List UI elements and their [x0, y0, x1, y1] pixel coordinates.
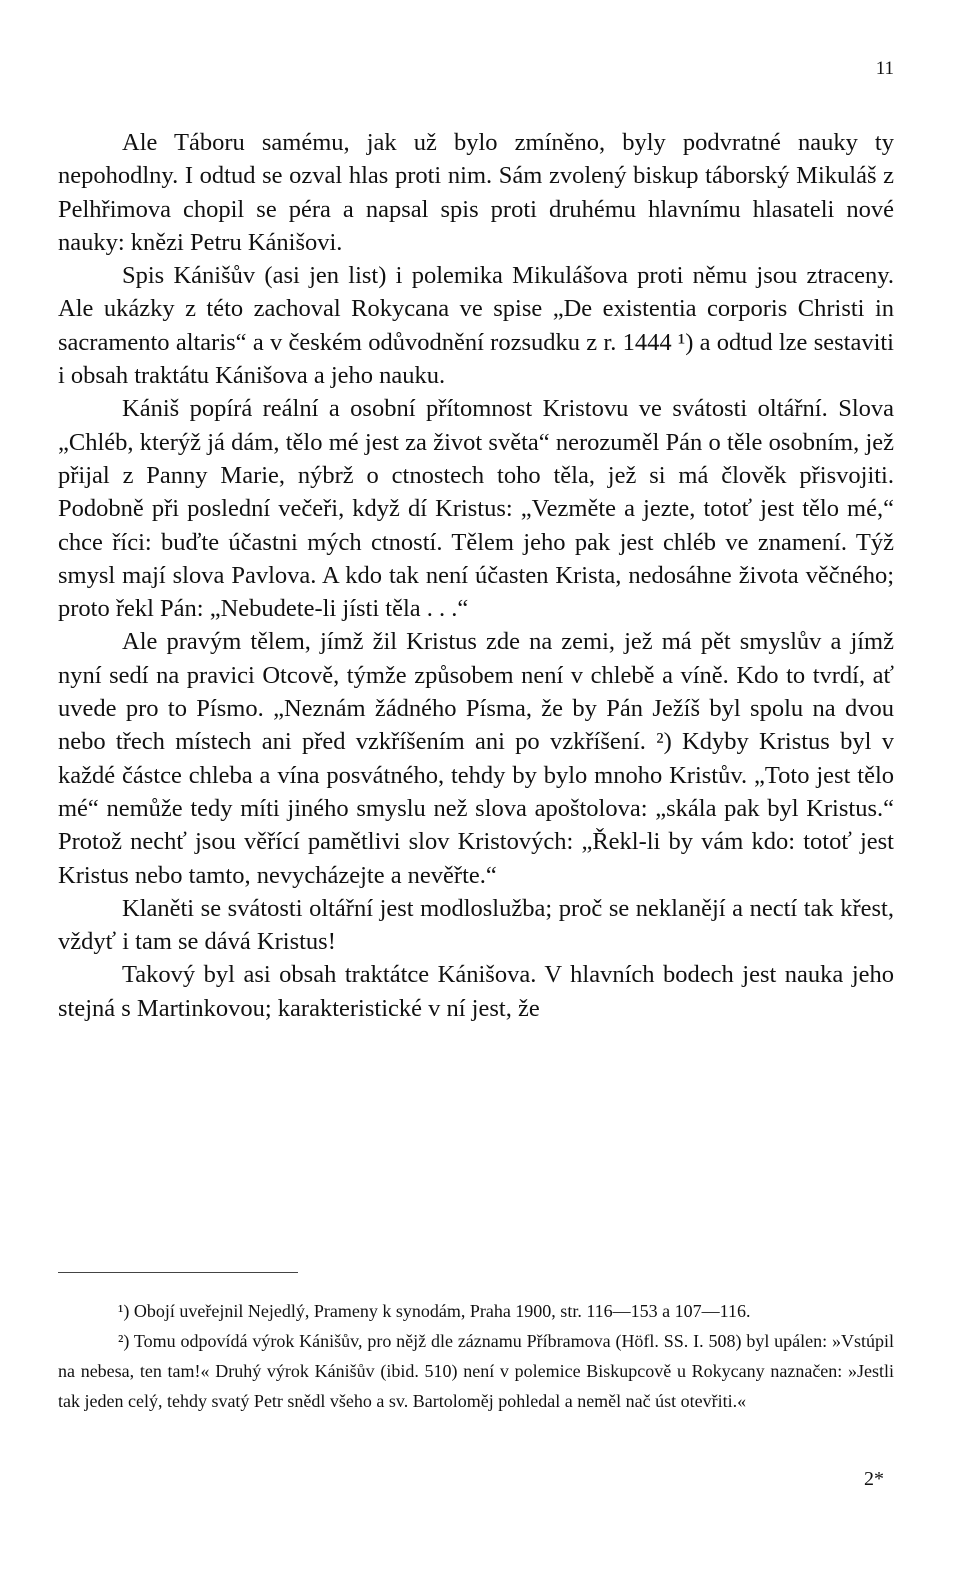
page-number: 11	[875, 58, 894, 79]
paragraph: Ale Táboru samému, jak už bylo zmíněno, byly podvratné nauky ty nepohodlny. I odtud se ozval hlas proti nim. Sám zvolený biskup táborský Mikuláš z Pelhřimova chopil se péra a napsal spis proti druhému hlavnímu hlasateli nové nauky: knězi Petru Kánišovi.	[58, 129, 894, 256]
paragraph: Kániš popírá reální a osobní přítomnost Kristovu ve svátosti oltářní. Slova „Chléb, kterýž já dám, tělo mé jest za život světa“ nerozuměl Pán o těle osobním, jež přijal z Panny Marie, nýbrž o ctnostech toho těla, jež si má člověk přisvojiti. Podobně při poslední večeři, když dí Kristus: „Vezměte a jezte, totoť jest tělo mé,“ chce říci: buďte účastni mých ctností. Tělem jeho pak jest chléb ve znamení. Týž smysl mají slova Pavlova. A kdo tak není účasten Krista, nedosáhne života věčného; proto řekl Pán: „Nebudete-li jísti těla . . .“	[58, 395, 894, 623]
footnote-rule	[58, 1272, 298, 1273]
body-text	[58, 126, 894, 1025]
paragraph: Takový byl asi obsah traktátce Kánišova. V hlavních bodech jest nauka jeho stejná s Martinkovou; karakteristické v ní jest, že	[58, 961, 894, 1022]
footnotes	[58, 1296, 894, 1416]
paragraph: Klaněti se svátosti oltářní jest modloslužba; proč se neklanějí a nectí tak křest, vždyť i tam se dává Kristus!	[58, 894, 894, 956]
footnote: ²) Tomu odpovídá výrok Kánišův, pro nějž dle záznamu Příbramova (Höfl. SS. I. 508) byl upálen: »Vstúpil na nebesa, ten tam!« Druhý výrok Kánišův (ibid. 510) není v polemice Biskupcově u Rokycany naznačen: »Jestli tak jeden celý, tehdy svatý Petr snědl všeho a sv. Bartoloměj pohledal a neměl nač úst otevřiti.«	[58, 1331, 894, 1411]
paragraph: Ale pravým tělem, jímž žil Kristus zde na zemi, jež má pět smyslův a jímž nyní sedí na pravici Otcově, týmže způsobem není v chlebě a víně. Kdo to tvrdí, ať uvede pro to Písmo. „Neznám žádného Písma, že by Pán Ježíš byl spolu na dvou nebo třech místech ani před vzkříšením ani po vzkříšení. ²) Kdyby Kristus byl v každé částce chleba a vína posvátného, tehdy by bylo mnoho Kristův. „Toto jest tělo mé“ nemůže tedy míti jiného smyslu než slova apoštolova: „skála pak byl Kristus.“ Protož nechť jsou věřící pamětlivi slov Kristových: „Řekl-li by vám kdo: totoť jest Kristus nebo tamto, nevycházejte a nevěřte.“	[58, 628, 894, 889]
footnote: ¹) Obojí uveřejnil Nejedlý, Prameny k synodám, Praha 1900, str. 116—153 a 107—116.	[118, 1301, 751, 1321]
printer-signature: 2*	[864, 1468, 884, 1490]
paragraph: Spis Kánišův (asi jen list) i polemika Mikulášova proti němu jsou ztraceny. Ale ukázky z této zachoval Rokycana ve spise „De existentia corporis Christi in sacramento altaris“ a v českém odůvodnění rozsudku z r. 1444 ¹) a odtud lze sestaviti i obsah traktátu Kánišova a jeho nauku.	[58, 262, 894, 390]
